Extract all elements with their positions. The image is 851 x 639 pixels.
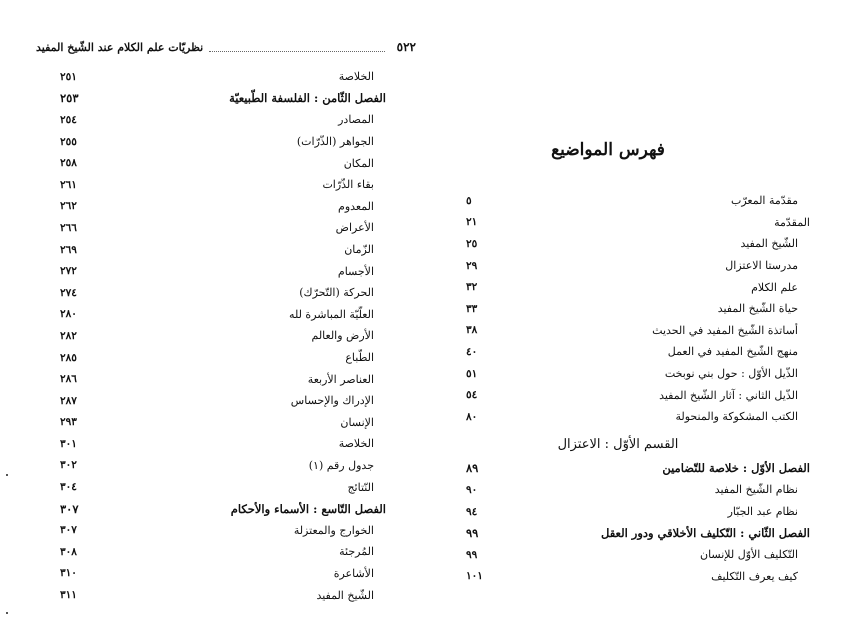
toc-entry-page: ٣٨: [466, 324, 478, 337]
toc-entry-label: المكان: [343, 156, 374, 170]
toc-entry: [60, 433, 386, 455]
toc-entry-page: ٢٩: [466, 259, 478, 272]
toc-entry-label: التّكليف الأوّل للإنسان: [700, 548, 798, 562]
running-title: نظريّات علم الكلام عند الشّيخ المفيد: [36, 40, 204, 54]
toc-entry-page: ٢٨٠: [60, 308, 77, 321]
toc-entry-label: الذّيل الثاني : آثار الشّيخ المفيد: [659, 388, 798, 402]
toc-entry: [466, 479, 810, 501]
toc-chapter-entry: [60, 88, 386, 110]
toc-entry-label: الشّيخ المفيد: [316, 588, 374, 602]
toc-entry-page: ٩٩: [466, 548, 478, 561]
toc-entry-label: الإدراك والإحساس: [290, 394, 374, 408]
toc-entry-page: ٢٨٢: [60, 329, 77, 342]
toc-entry-page: ٢٨٥: [60, 351, 77, 364]
toc-entry-label: الطّباع: [345, 351, 374, 365]
scan-mark: [6, 474, 8, 476]
toc-entry-page: ٥٤: [466, 389, 478, 402]
toc-entry-page: ٩٠: [466, 483, 478, 496]
toc-entry-label: العناصر الأربعة: [307, 372, 374, 386]
toc-entry-label: الشّيخ المفيد: [740, 237, 798, 251]
toc-entry-page: ٢٧٤: [60, 286, 77, 299]
toc-entry: [60, 152, 386, 174]
toc-entry-page: ٣٠٢: [60, 459, 77, 472]
toc-entry: [60, 304, 386, 326]
toc-entry-label: بقاء الذّرّات: [322, 178, 374, 192]
toc-entry: [60, 282, 386, 304]
toc-entry: [60, 174, 386, 196]
toc-entry: [60, 390, 386, 412]
toc-entry: [466, 320, 810, 342]
toc-entry-label: الأجسام: [337, 264, 374, 278]
toc-entry-page: ٢٧٢: [60, 265, 77, 278]
toc-entry: [466, 384, 810, 406]
toc-entry-page: ٨٠: [466, 410, 478, 423]
toc-entry: [466, 298, 810, 320]
toc-entry-label: الفصل التّاسع : الأسماء والأحكام: [230, 501, 386, 516]
toc-entry: [60, 217, 386, 239]
toc-entry-label: المصادر: [338, 113, 374, 127]
toc-entry-page: ٣٠٧: [60, 501, 79, 516]
toc-entry-page: ٢٨٧: [60, 394, 77, 407]
toc-entry-label: الأشاعرة: [333, 566, 374, 580]
toc-entry-page: ٢٩٣: [60, 416, 77, 429]
toc-entry-page: ٢٥٥: [60, 135, 77, 148]
toc-entry-label: مقدّمة المعرّب: [730, 194, 798, 208]
toc-entry: [60, 131, 386, 153]
toc-entry: [60, 109, 386, 131]
right-page-toc: [466, 140, 810, 587]
toc-entry: [466, 363, 810, 385]
toc-entry: [60, 476, 386, 498]
toc-entry: [60, 196, 386, 218]
toc-title: فهرس المواضيع: [551, 140, 665, 160]
toc-entry-page: ١٠١: [466, 570, 483, 583]
toc-entry-page: ٢٨٦: [60, 373, 77, 386]
toc-entry-page: ٢٦٩: [60, 243, 77, 256]
left-page-toc: [60, 66, 386, 606]
toc-entry: [60, 584, 386, 606]
toc-chapter-entry: [60, 498, 386, 520]
toc-entry-label: الفصل الثّامن : الفلسفة الطّبيعيّة: [229, 91, 386, 106]
toc-entry: [60, 541, 386, 563]
page-number: ٥٢٢: [396, 40, 416, 54]
toc-entry-label: الفصل الثّاني : التّكليف الأخلاقي ودور العقل: [601, 526, 810, 541]
toc-entry: [60, 563, 386, 585]
toc-entry-label: مدرستا الاعتزال: [725, 259, 798, 273]
toc-entry-page: ٢٥٨: [60, 157, 77, 170]
toc-list-introduction: [466, 190, 810, 428]
toc-entry-page: ٣١١: [60, 589, 77, 602]
toc-entry: [60, 519, 386, 541]
toc-entry-page: ٢١: [466, 216, 478, 229]
toc-list-part-one: [466, 458, 810, 588]
toc-entry: [466, 233, 810, 255]
toc-entry-page: ٢٥: [466, 237, 478, 250]
toc-entry-page: ٨٩: [466, 461, 479, 476]
toc-entry-page: ٢٦٦: [60, 221, 77, 234]
toc-entry-label: الفصل الأوّل : خلاصة للتّضامين: [662, 461, 810, 476]
toc-entry-label: الخوارج والمعتزلة: [293, 523, 374, 537]
toc-entry: [466, 406, 810, 428]
section-heading: القسم الأوّل : الاعتزال: [557, 436, 679, 452]
toc-entry-label: النّتائج: [347, 480, 374, 494]
toc-entry-page: ٣٠٨: [60, 545, 77, 558]
toc-entry: [466, 501, 810, 523]
toc-entry-label: الخلاصة: [338, 437, 374, 451]
toc-entry-page: ٩٩: [466, 526, 479, 541]
toc-entry-label: العلّيّة المباشرة لله: [289, 307, 374, 321]
running-header: [36, 38, 416, 56]
toc-entry: [60, 260, 386, 282]
toc-entry: [60, 412, 386, 434]
toc-entry-page: ٢٦٢: [60, 200, 77, 213]
toc-entry-page: ٥: [466, 194, 472, 207]
toc-entry: [60, 66, 386, 88]
toc-entry-label: الكتب المشكوكة والمنحولة: [675, 410, 798, 424]
toc-entry-page: ٣١٠: [60, 567, 77, 580]
toc-entry: [60, 368, 386, 390]
toc-entry-label: أساتذة الشّيخ المفيد في الحديث: [652, 323, 798, 337]
toc-entry-page: ٤٠: [466, 345, 478, 358]
toc-entry-label: منهج الشّيخ المفيد في العمل: [667, 345, 798, 359]
toc-entry: [466, 276, 810, 298]
toc-entry: [60, 239, 386, 261]
toc-entry: [60, 347, 386, 369]
toc-entry-label: نظام عبد الجبّار: [727, 505, 798, 519]
toc-entry-label: الذّيل الأوّل : حول بني نوبخت: [664, 367, 798, 381]
scan-mark: [6, 612, 8, 614]
toc-entry-label: المعدوم: [338, 199, 374, 213]
toc-entry-label: الإنسان: [340, 415, 374, 429]
toc-entry-label: الحركة (التّحرّك): [299, 286, 374, 300]
toc-entry-page: ٣٣: [466, 302, 478, 315]
toc-entry-page: ٢٥٣: [60, 91, 79, 106]
toc-entry-label: الخلاصة: [338, 70, 374, 84]
toc-entry: [466, 566, 810, 588]
toc-entry: [466, 341, 810, 363]
toc-entry-page: ٩٤: [466, 505, 478, 518]
header-dotted-rule: [209, 43, 384, 52]
toc-entry: [466, 190, 810, 212]
toc-entry-label: علم الكلام: [751, 280, 798, 294]
toc-entry-page: ٥١: [466, 367, 478, 380]
toc-entry: [466, 212, 810, 234]
toc-entry-label: المقدّمة: [774, 215, 810, 229]
toc-entry: [60, 455, 386, 477]
toc-entry-label: الأرض والعالم: [311, 329, 374, 343]
toc-entry-page: ٣٠٤: [60, 481, 77, 494]
toc-entry-label: الأعراض: [335, 221, 374, 235]
toc-entry-label: الزّمان: [344, 243, 374, 257]
toc-chapter-entry: [466, 458, 810, 480]
toc-entry-page: ٣٠١: [60, 437, 77, 450]
toc-entry-page: ٣٠٧: [60, 524, 77, 537]
toc-entry: [60, 325, 386, 347]
toc-entry-page: ٢٥٤: [60, 113, 77, 126]
toc-chapter-entry: [466, 522, 810, 544]
toc-entry-label: كيف يعرف التّكليف: [711, 569, 798, 583]
toc-entry: [466, 255, 810, 277]
toc-entry-label: نظام الشّيخ المفيد: [714, 483, 798, 497]
toc-entry: [466, 544, 810, 566]
toc-entry-label: جدول رقم (١): [308, 458, 374, 472]
toc-entry-label: حياة الشّيخ المفيد: [717, 302, 798, 316]
toc-entry-page: ٢٥١: [60, 70, 77, 83]
toc-entry-label: المُرجئة: [339, 545, 374, 559]
toc-entry-label: الجواهر (الذّرّات): [296, 135, 374, 149]
toc-entry-page: ٣٢: [466, 281, 478, 294]
toc-entry-page: ٢٦١: [60, 178, 77, 191]
